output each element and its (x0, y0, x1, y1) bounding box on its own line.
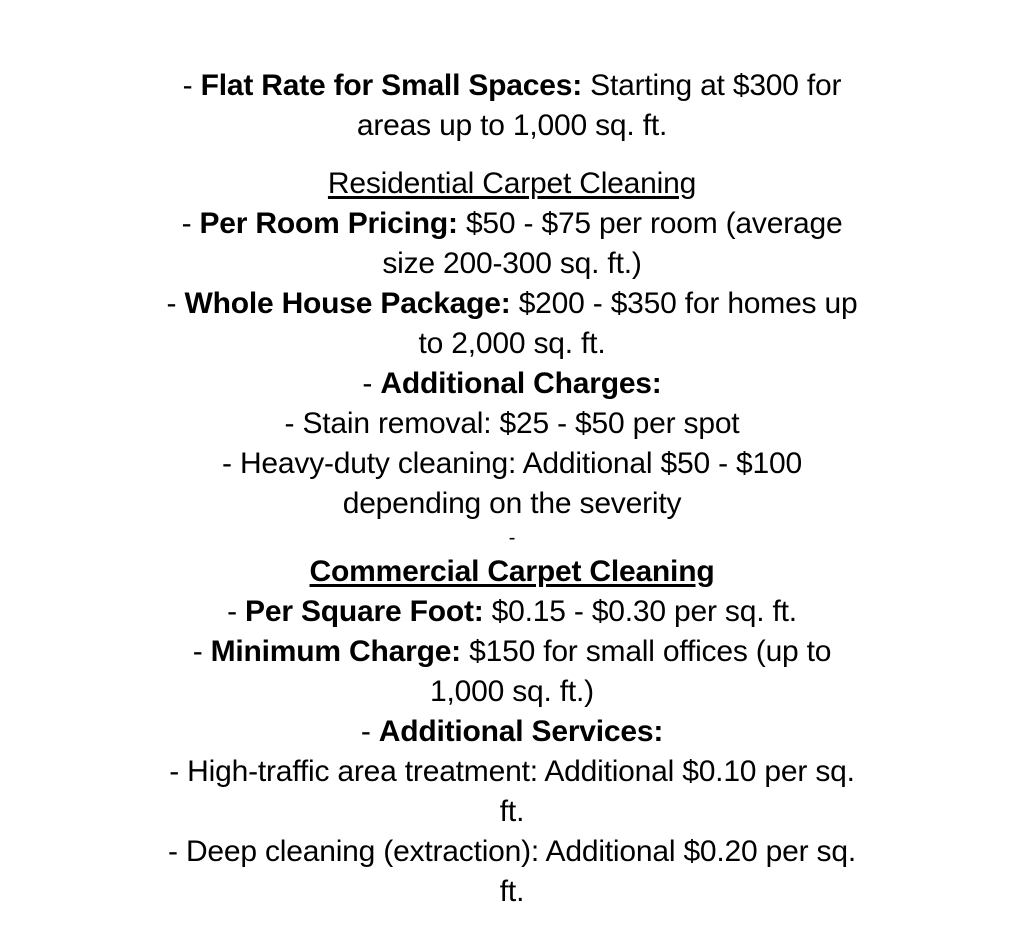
text-segment: - (181, 207, 200, 240)
text-segment: Additional Services: (378, 715, 664, 748)
text-segment: size 200-300 sq. ft.) (382, 247, 642, 280)
text-segment: $0.15 - $0.30 per sq. ft. (483, 595, 797, 628)
text-segment: Residential Carpet Cleaning (327, 167, 697, 200)
text-line (0, 66, 1024, 106)
text-segment: - (227, 595, 246, 628)
text-line (0, 164, 1024, 204)
section-flat-rate (0, 66, 1024, 146)
text-segment: areas up to 1,000 sq. ft. (356, 109, 668, 142)
text-segment: Commercial Carpet Cleaning (309, 555, 715, 588)
text-line (0, 792, 1024, 832)
text-segment: - (360, 715, 379, 748)
text-segment: - (192, 635, 211, 668)
text-line (0, 364, 1024, 404)
text-line (0, 404, 1024, 444)
text-segment: $200 - $350 for homes up (510, 287, 858, 320)
text-segment: - Stain removal: $25 - $50 per spot (284, 407, 740, 440)
text-segment: - (508, 527, 516, 549)
text-line (0, 444, 1024, 484)
text-segment: depending on the severity (342, 487, 682, 520)
text-line (0, 592, 1024, 632)
text-segment: - (166, 287, 185, 320)
text-segment: - High-traffic area treatment: Additional $0.10 per sq. (169, 755, 855, 788)
text-segment: $50 - $75 per room (average (457, 207, 843, 240)
text-line (0, 552, 1024, 592)
section-separator-dash (0, 525, 1024, 551)
text-segment: $150 for small offices (up to (460, 635, 832, 668)
text-line (0, 632, 1024, 672)
text-line (0, 525, 1024, 551)
text-segment: Whole House Package: (184, 287, 511, 320)
text-segment: Per Square Foot: (245, 595, 484, 628)
text-segment: ft. (499, 795, 525, 828)
text-line (0, 872, 1024, 912)
text-line (0, 712, 1024, 752)
text-line (0, 484, 1024, 524)
text-segment: ft. (499, 875, 525, 908)
text-segment: Minimum Charge: (210, 635, 461, 668)
text-segment: - (362, 367, 381, 400)
text-segment: 1,000 sq. ft.) (430, 675, 594, 708)
text-segment: Additional Charges: (380, 367, 662, 400)
text-line (0, 752, 1024, 792)
text-segment: Starting at $300 for (582, 69, 842, 102)
text-line (0, 324, 1024, 364)
text-segment: Per Room Pricing: (199, 207, 458, 240)
text-line (0, 284, 1024, 324)
text-segment: Flat Rate for Small Spaces: (200, 69, 583, 102)
text-line (0, 244, 1024, 284)
text-segment: - Deep cleaning (extraction): Additional $0.20 per sq. (168, 835, 856, 868)
section-commercial-carpet-cleaning (0, 552, 1024, 912)
section-residential-carpet-cleaning (0, 164, 1024, 524)
text-line (0, 106, 1024, 146)
text-line (0, 204, 1024, 244)
text-segment: to 2,000 sq. ft. (418, 327, 606, 360)
text-line (0, 832, 1024, 872)
text-segment: - (182, 69, 201, 102)
text-line (0, 672, 1024, 712)
text-segment: - Heavy-duty cleaning: Additional $50 - $100 (222, 447, 802, 480)
